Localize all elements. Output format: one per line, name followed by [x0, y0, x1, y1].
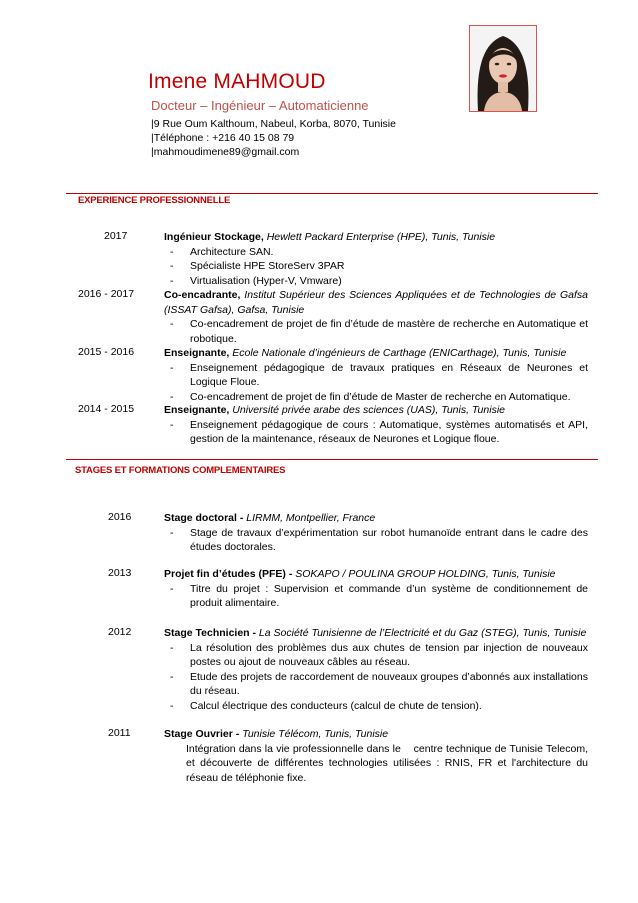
- contact-email: |mahmoudimene89@gmail.com: [151, 146, 300, 158]
- list-item: - Calcul électrique des conducteurs (calcul de chute de tension).: [170, 699, 482, 712]
- entry-year: 2017: [104, 230, 128, 242]
- entry-organization: Université privée arabe des sciences (UAS), Tunis, Tunisie: [229, 404, 505, 416]
- list-item: - Co-encadrement de projet de fin d’étude de mastère de recherche en Automatique et robotique.: [170, 318, 588, 345]
- entry-organization: La Société Tunisienne de l’Electricité et du Gaz (STEG), Tunis, Tunisie: [258, 627, 587, 639]
- list-item: - Architecture SAN.: [170, 245, 274, 258]
- stage-entry: [164, 567, 588, 611]
- list-item: - Titre du projet : Supervision et commande d’un système de conditionnement de produit alimentaire.: [170, 582, 588, 609]
- entry-year: 2016: [108, 511, 132, 523]
- entry-description: Intégration dans la vie professionnelle dans le centre technique de Tunisie Telecom, et découverte de différentes technologies utilisées : RNIS, FR et l'architecture du réseau de téléphonie fixe.: [186, 742, 591, 784]
- entry-year: 2012: [108, 626, 132, 638]
- portrait-icon: [470, 26, 536, 111]
- list-item: - Virtualisation (Hyper-V, Vmware): [170, 274, 342, 287]
- list-item: - Co-encadrement de projet de fin d’étude de Master de recherche en Automatique.: [170, 390, 571, 403]
- stage-entry: [164, 511, 588, 555]
- list-item: - Stage de travaux d’expérimentation sur robot humanoïde entrant dans le cadre des études doctorales.: [170, 526, 588, 553]
- entry-year: 2016 - 2017: [78, 288, 135, 300]
- entry-role: Enseignante,: [164, 404, 230, 416]
- entry-role: Stage doctoral -: [164, 512, 247, 524]
- list-item: - Etude des projets de raccordement de nouveaux groupes d’abonnés aux installations du réseau.: [170, 670, 588, 697]
- experience-entry: [164, 403, 588, 447]
- entry-organization: Tunisie Télécom, Tunis, Tunisie: [242, 728, 389, 740]
- person-name: Imene MAHMOUD: [148, 70, 326, 93]
- experience-entry: [164, 346, 588, 404]
- experience-entry: [164, 230, 588, 288]
- section-divider: [66, 193, 598, 194]
- job-title: Docteur – Ingénieur – Automaticienne: [151, 98, 369, 113]
- experience-entry: [164, 288, 588, 346]
- entry-organization: Institut Supérieur des Sciences Appliquées et de Technologies de Gafsa (ISSAT Gafsa), Gafsa, Tunisie: [164, 289, 588, 316]
- entry-role: Projet fin d’études (PFE) -: [164, 568, 296, 580]
- stage-entry: [164, 626, 588, 713]
- entry-role: Ingénieur Stockage,: [164, 231, 264, 243]
- list-item: - Spécialiste HPE StoreServ 3PAR: [170, 260, 345, 272]
- list-item: - La résolution des problèmes dus aux chutes de tension par injection de nouveaux postes ou ajout de nouveaux câbles au réseau.: [170, 641, 588, 668]
- entry-year: 2011: [108, 727, 131, 739]
- section-divider: [66, 459, 598, 460]
- contact-phone: |Téléphone : +216 40 15 08 79: [151, 132, 295, 144]
- entry-organization: Ecole Nationale d’ingénieurs de Carthage (ENICarthage), Tunis, Tunisie: [229, 347, 567, 359]
- entry-year: 2014 - 2015: [78, 403, 135, 415]
- entry-role: Stage Technicien -: [164, 627, 259, 639]
- entry-organization: LIRMM, Montpellier, France: [246, 512, 376, 524]
- profile-photo: [469, 25, 537, 112]
- list-item: - Enseignement pédagogique de travaux pratiques en Réseaux de Neurones et Logique Floue.: [170, 361, 588, 388]
- entry-organization: Hewlett Packard Enterprise (HPE), Tunis, Tunisie: [263, 231, 496, 243]
- list-item: - Enseignement pédagogique de cours : Automatique, systèmes automatisés et API, gestion de la maintenance, réseaux de Neurones et Logique floue.: [170, 418, 588, 445]
- entry-year: 2013: [108, 567, 132, 579]
- entry-role: Co-encadrante,: [164, 289, 241, 301]
- section-title-experience: EXPERIENCE PROFESSIONNELLE: [78, 195, 231, 206]
- contact-address: |9 Rue Oum Kalthoum, Nabeul, Korba, 8070, Tunisie: [151, 118, 396, 130]
- entry-role: Stage Ouvrier -: [164, 728, 243, 740]
- section-title-stages: STAGES ET FORMATIONS COMPLEMENTAIRES: [75, 465, 286, 476]
- stage-entry: [164, 727, 591, 785]
- entry-year: 2015 - 2016: [78, 346, 135, 358]
- entry-organization: SOKAPO / POULINA GROUP HOLDING, Tunis, Tunisie: [295, 568, 556, 580]
- entry-role: Enseignante,: [164, 347, 230, 359]
